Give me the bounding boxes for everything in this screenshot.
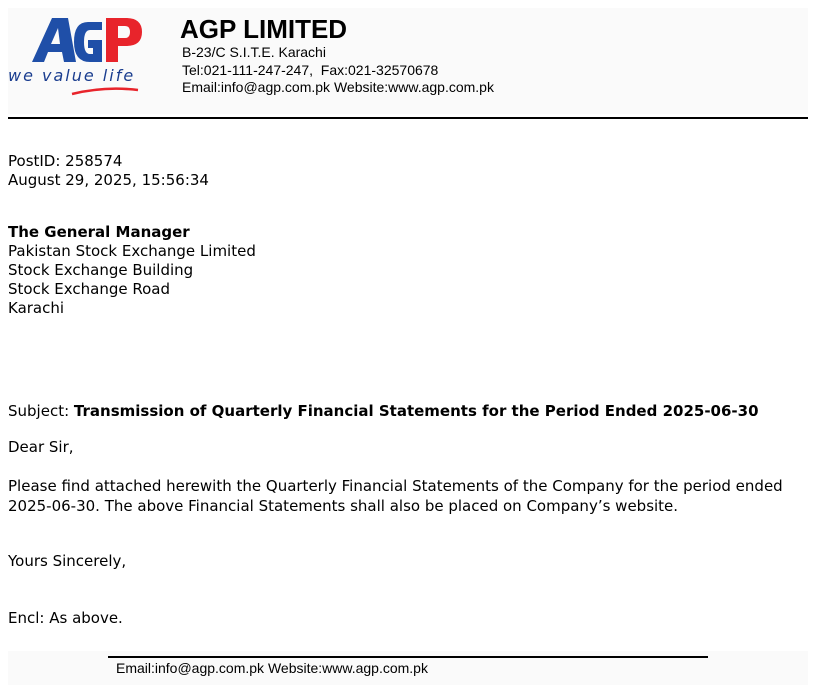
post-id: PostID: 258574 xyxy=(8,152,123,170)
logo-tagline: we value life xyxy=(8,66,136,85)
subject-text: Transmission of Quarterly Financial Statements for the Period Ended 2025-06-30 xyxy=(73,402,759,420)
letter-footer xyxy=(8,651,808,685)
company-address: B-23/C S.I.T.E. Karachi xyxy=(182,44,326,60)
recipient-line: Karachi xyxy=(8,299,65,317)
company-phone-fax: Tel:021-111-247-247, Fax:021-32570678 xyxy=(182,62,439,78)
company-name: AGP LIMITED xyxy=(180,14,348,44)
recipient-title: The General Manager xyxy=(8,223,190,241)
agp-logo-mark xyxy=(30,14,150,66)
subject-line xyxy=(8,402,759,421)
letter-body: Please find attached herewith the Quarterly Financial Statements of the Company for the period ended 2025-06-30. The above Financial Statements shall also be placed on Company’s website. xyxy=(8,477,783,515)
subject-label: Subject: xyxy=(8,402,74,420)
recipient-line: Stock Exchange Building xyxy=(8,261,194,279)
enclosure: Encl: As above. xyxy=(8,609,123,627)
footer-email-web: Email:info@agp.com.pk Website:www.agp.com.pk xyxy=(116,660,428,676)
company-email-web: Email:info@agp.com.pk Website:www.agp.com.pk xyxy=(182,79,494,95)
footer-divider xyxy=(108,656,708,658)
header-divider xyxy=(8,117,808,119)
closing: Yours Sincerely, xyxy=(8,552,127,570)
post-datetime: August 29, 2025, 15:56:34 xyxy=(8,171,209,189)
recipient-line: Stock Exchange Road xyxy=(8,280,170,298)
letterhead xyxy=(8,8,808,114)
recipient-line: Pakistan Stock Exchange Limited xyxy=(8,242,256,260)
salutation: Dear Sir, xyxy=(8,438,74,456)
logo-swoosh xyxy=(70,86,140,96)
company-logo xyxy=(8,14,168,104)
